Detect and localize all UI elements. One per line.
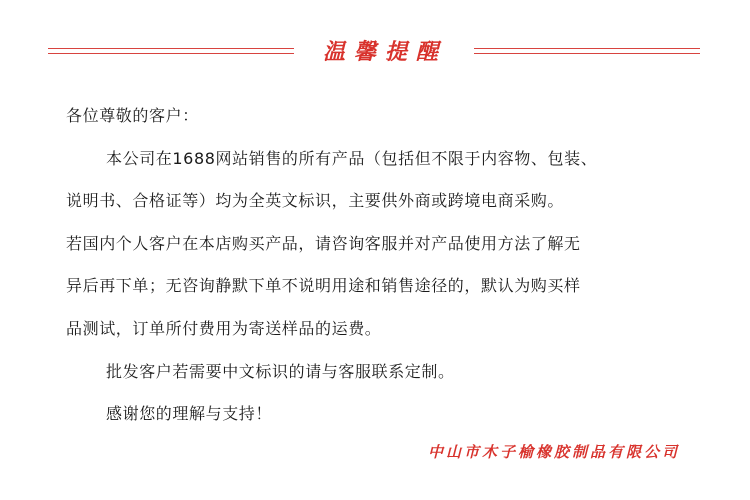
header-rule-left-bottom (48, 53, 294, 54)
paragraph-line: 品测试，订单所付费用为寄送样品的运费。 (66, 319, 382, 338)
closing-line: 感谢您的理解与支持！ (106, 404, 273, 423)
header-rule-right-top (474, 48, 700, 49)
paragraph-line: 说明书、合格证等）均为全英文标识，主要供外商或跨境电商采购。 (66, 191, 565, 210)
notice-title: 温馨提醒 (322, 39, 447, 65)
paragraph-line: 批发客户若需要中文标识的请与客服联系定制。 (106, 362, 455, 381)
paragraph-line: 异后再下单；无咨询静默下单不说明用途和销售途径的，默认为购买样 (66, 276, 581, 295)
paragraph-line: 本公司在1688网站销售的所有产品（包括但不限于内容物、包装、 (106, 149, 598, 168)
header-rule-left-top (48, 48, 294, 49)
header-rule-right-bottom (474, 53, 700, 54)
company-signature: 中山市木子榆橡胶制品有限公司 (427, 443, 680, 461)
greeting: 各位尊敬的客户： (66, 106, 199, 125)
paragraph-line: 若国内个人客户在本店购买产品，请咨询客服并对产品使用方法了解无 (66, 234, 581, 253)
